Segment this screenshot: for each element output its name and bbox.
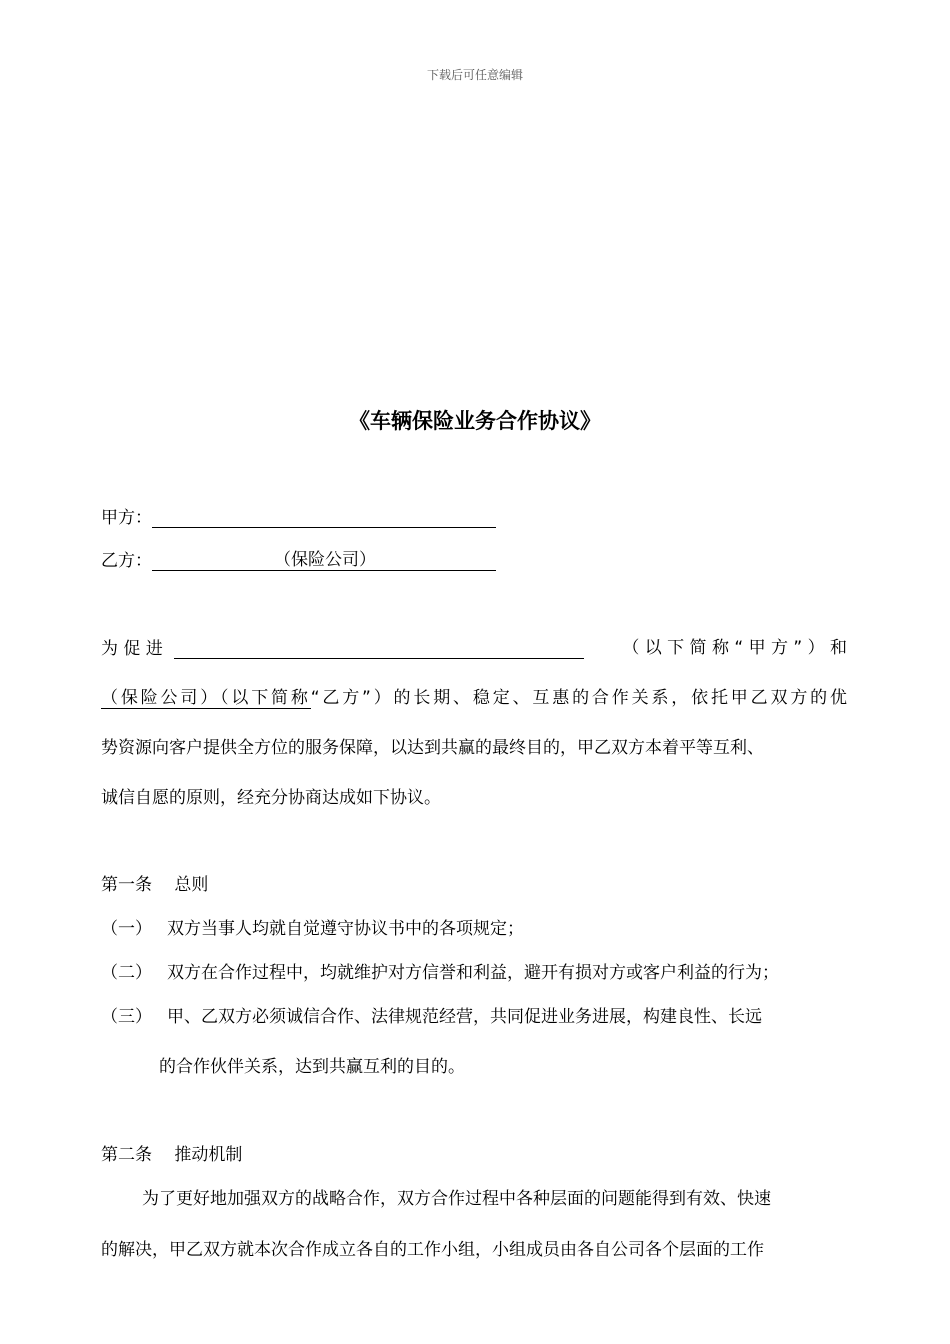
item-number: （二）: [101, 963, 152, 983]
intro-line-4: 诚信自愿的原则，经充分协商达成如下协议。: [101, 788, 441, 808]
intro-line2-rest: “乙方”）的长期、稳定、互惠的合作关系，依托甲乙双方的优: [310, 688, 847, 708]
document-title: 《车辆保险业务合作协议》: [349, 409, 601, 433]
party-a-line: [101, 507, 496, 528]
article-1-heading: 第一条 总则: [101, 875, 209, 895]
intro-line1-suffix: （ 以 下 简 称 “ 甲 方 ” ） 和: [622, 638, 847, 658]
item-text: 甲、乙双方必须诚信合作、法律规范经营，共同促进业务进展，构建良性、长远: [167, 1007, 762, 1027]
party-b-fill: （保险公司）: [274, 550, 376, 570]
item-text: 双方当事人均就自觉遵守协议书中的各项规定；: [167, 919, 524, 939]
item-number: （三）: [101, 1007, 152, 1027]
article-1-item-2: [101, 963, 779, 983]
article-2-para-line-1: 为了更好地加强双方的战略合作，双方合作过程中各种层面的问题能得到有效、快速: [142, 1189, 771, 1209]
party-b-line: [101, 550, 496, 571]
page-header-note: 下载后可任意编辑: [426, 68, 523, 82]
party-b-blank[interactable]: [152, 550, 496, 571]
party-a-label: 甲方：: [101, 508, 152, 528]
article-1-item-3-continued: 的合作伙伴关系，达到共赢互利的目的。: [159, 1057, 465, 1077]
intro-line-2: [101, 688, 847, 708]
item-text: 双方在合作过程中，均就维护对方信誉和利益，避开有损对方或客户利益的行为；: [167, 963, 779, 983]
promoter-blank[interactable]: [174, 638, 584, 659]
item-number: （一）: [101, 919, 152, 939]
intro-line1-prefix: 为 促 进: [101, 639, 163, 659]
article-2-para-line-2: 的解决，甲乙双方就本次合作成立各自的工作小组，小组成员由各自公司各个层面的工作: [101, 1240, 764, 1260]
intro-line-3: 势资源向客户提供全方位的服务保障，以达到共赢的最终目的，甲乙双方本着平等互利、: [101, 738, 764, 758]
insurer-underlined: （保险公司）（以下简称: [101, 688, 311, 708]
article-1-item-3: [101, 1007, 762, 1027]
article-2-heading: 第二条 推动机制: [101, 1145, 243, 1165]
intro-line-1: [101, 638, 847, 659]
party-b-label: 乙方：: [101, 551, 152, 571]
article-1-item-1: [101, 919, 524, 939]
party-a-blank[interactable]: [152, 507, 496, 528]
